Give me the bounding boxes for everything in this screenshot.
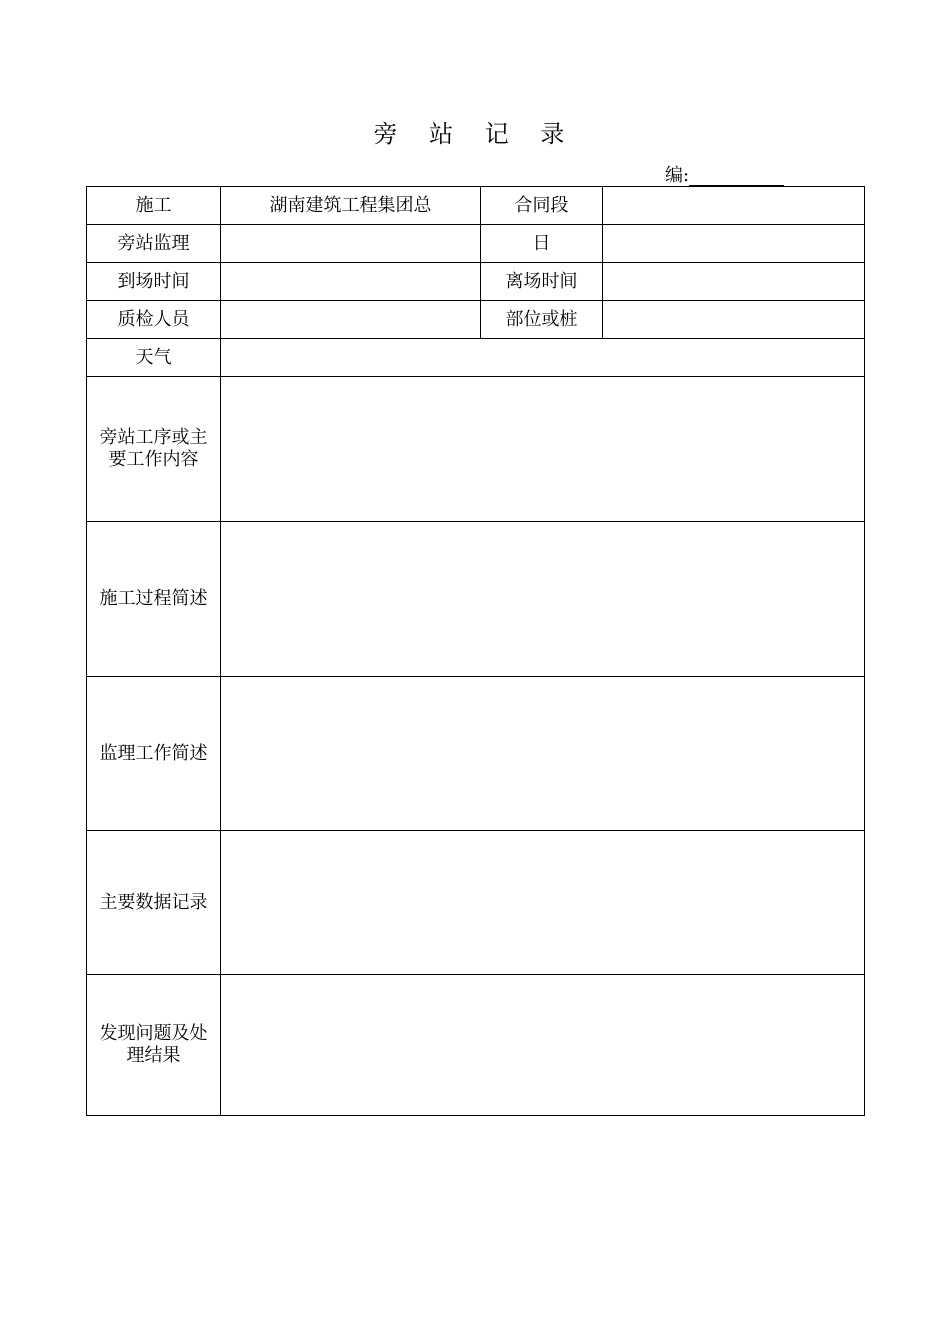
label-weather: 天气 <box>87 339 221 377</box>
value-departure-time[interactable] <box>603 263 865 301</box>
value-work-content[interactable] <box>221 377 865 522</box>
value-arrival-time[interactable] <box>221 263 481 301</box>
value-construction-unit[interactable]: 湖南建筑工程集团总 <box>221 187 481 225</box>
value-inspector[interactable] <box>221 301 481 339</box>
row-issues <box>87 975 865 1116</box>
label-location: 部位或桩 <box>481 301 603 339</box>
label-supervisor: 旁站监理 <box>87 225 221 263</box>
row-time <box>87 263 865 301</box>
label-issues: 发现问题及处理结果 <box>87 975 221 1116</box>
value-location[interactable] <box>603 301 865 339</box>
value-supervisor[interactable] <box>221 225 481 263</box>
record-form-table <box>86 186 865 1116</box>
value-data-record[interactable] <box>221 831 865 975</box>
label-contract-section: 合同段 <box>481 187 603 225</box>
serial-number-field[interactable] <box>665 166 784 186</box>
serial-label: 编: <box>665 165 690 186</box>
label-construction: 施工 <box>87 187 221 225</box>
row-inspector <box>87 301 865 339</box>
label-inspector: 质检人员 <box>87 301 221 339</box>
row-weather <box>87 339 865 377</box>
value-date[interactable] <box>603 225 865 263</box>
label-date: 日 <box>481 225 603 263</box>
value-contract-section[interactable] <box>603 187 865 225</box>
row-work-content <box>87 377 865 522</box>
serial-value[interactable] <box>689 167 784 186</box>
label-arrival-time: 到场时间 <box>87 263 221 301</box>
label-data-record: 主要数据记录 <box>87 831 221 975</box>
label-construction-process: 施工过程简述 <box>87 522 221 677</box>
row-construction-process <box>87 522 865 677</box>
row-supervision-work <box>87 677 865 831</box>
label-supervision-work: 监理工作简述 <box>87 677 221 831</box>
row-supervisor <box>87 225 865 263</box>
value-supervision-work[interactable] <box>221 677 865 831</box>
row-data-record <box>87 831 865 975</box>
row-construction <box>87 187 865 225</box>
label-departure-time: 离场时间 <box>481 263 603 301</box>
value-issues[interactable] <box>221 975 865 1116</box>
value-construction-process[interactable] <box>221 522 865 677</box>
label-work-content: 旁站工序或主要工作内容 <box>87 377 221 522</box>
page-title: 旁 站 记 录 <box>373 120 577 148</box>
value-weather[interactable] <box>221 339 865 377</box>
